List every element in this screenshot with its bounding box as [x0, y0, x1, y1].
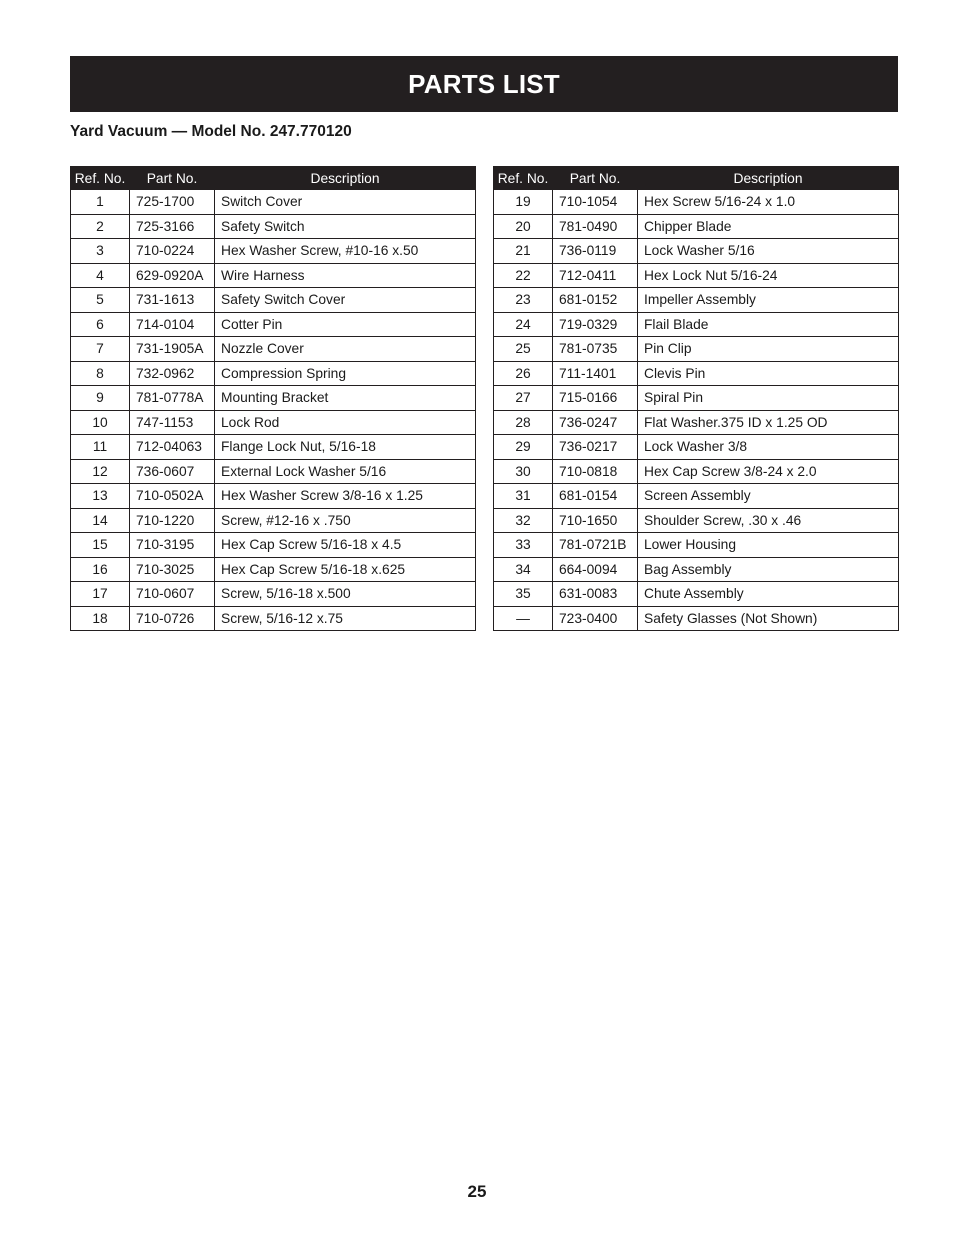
- part-no-cell: 736-0247: [553, 410, 638, 435]
- description-cell: Hex Cap Screw 5/16-18 x 4.5: [215, 533, 476, 558]
- ref-no-cell: 7: [71, 337, 130, 362]
- ref-no-cell: 23: [494, 288, 553, 313]
- table-row: [71, 214, 476, 239]
- table-row: [71, 239, 476, 264]
- ref-no-cell: 19: [494, 190, 553, 215]
- description-cell: Hex Washer Screw, #10-16 x.50: [215, 239, 476, 264]
- table-row: [71, 557, 476, 582]
- description-cell: Chipper Blade: [638, 214, 899, 239]
- part-no-cell: 710-1650: [553, 508, 638, 533]
- description-cell: Flat Washer.375 ID x 1.25 OD: [638, 410, 899, 435]
- ref-no-cell: 33: [494, 533, 553, 558]
- table-row: [494, 214, 899, 239]
- description-cell: Flail Blade: [638, 312, 899, 337]
- part-no-header: Part No.: [553, 167, 638, 190]
- table-row: [494, 508, 899, 533]
- table-row: [494, 410, 899, 435]
- description-cell: Nozzle Cover: [215, 337, 476, 362]
- ref-no-cell: 26: [494, 361, 553, 386]
- description-cell: Clevis Pin: [638, 361, 899, 386]
- table-row: [71, 263, 476, 288]
- page-number: 25: [467, 1182, 487, 1201]
- ref-no-cell: 15: [71, 533, 130, 558]
- part-no-cell: 710-0607: [130, 582, 215, 607]
- part-no-cell: 725-3166: [130, 214, 215, 239]
- ref-no-header: Ref. No.: [494, 167, 553, 190]
- description-cell: Wire Harness: [215, 263, 476, 288]
- description-cell: Safety Switch: [215, 214, 476, 239]
- part-no-cell: 725-1700: [130, 190, 215, 215]
- part-no-cell: 781-0721B: [553, 533, 638, 558]
- ref-no-cell: 20: [494, 214, 553, 239]
- table-row: [71, 410, 476, 435]
- description-cell: Safety Switch Cover: [215, 288, 476, 313]
- part-no-cell: 736-0607: [130, 459, 215, 484]
- part-no-cell: 710-1220: [130, 508, 215, 533]
- table-row: [71, 508, 476, 533]
- part-no-cell: 710-0224: [130, 239, 215, 264]
- ref-no-cell: 9: [71, 386, 130, 411]
- part-no-cell: 710-3025: [130, 557, 215, 582]
- table-row: [494, 361, 899, 386]
- ref-no-cell: 12: [71, 459, 130, 484]
- ref-no-cell: 29: [494, 435, 553, 460]
- part-no-cell: 710-0818: [553, 459, 638, 484]
- part-no-cell: 747-1153: [130, 410, 215, 435]
- description-cell: Lock Rod: [215, 410, 476, 435]
- description-cell: Lock Washer 5/16: [638, 239, 899, 264]
- table-row: [494, 386, 899, 411]
- description-cell: Lower Housing: [638, 533, 899, 558]
- ref-no-cell: 18: [71, 606, 130, 631]
- parts-table-left: [70, 166, 476, 631]
- description-cell: Pin Clip: [638, 337, 899, 362]
- table-row: [71, 337, 476, 362]
- part-no-cell: 736-0217: [553, 435, 638, 460]
- ref-no-header: Ref. No.: [71, 167, 130, 190]
- parts-table-right: [493, 166, 899, 631]
- part-no-cell: 681-0152: [553, 288, 638, 313]
- part-no-cell: 723-0400: [553, 606, 638, 631]
- ref-no-cell: 3: [71, 239, 130, 264]
- part-no-cell: 714-0104: [130, 312, 215, 337]
- part-no-cell: 781-0778A: [130, 386, 215, 411]
- table-row: [494, 582, 899, 607]
- part-no-cell: 712-04063: [130, 435, 215, 460]
- table-row: [71, 288, 476, 313]
- part-no-cell: 710-1054: [553, 190, 638, 215]
- table-row: [71, 582, 476, 607]
- ref-no-cell: 28: [494, 410, 553, 435]
- ref-no-cell: 1: [71, 190, 130, 215]
- ref-no-cell: 22: [494, 263, 553, 288]
- table-header-row: [494, 167, 899, 190]
- ref-no-cell: 5: [71, 288, 130, 313]
- ref-no-cell: 27: [494, 386, 553, 411]
- description-cell: Flange Lock Nut, 5/16-18: [215, 435, 476, 460]
- ref-no-cell: 6: [71, 312, 130, 337]
- part-no-cell: 736-0119: [553, 239, 638, 264]
- table-row: [494, 435, 899, 460]
- table-row: [494, 337, 899, 362]
- title-banner: [70, 56, 898, 112]
- description-cell: Cotter Pin: [215, 312, 476, 337]
- description-header: Description: [638, 167, 899, 190]
- ref-no-cell: 2: [71, 214, 130, 239]
- part-no-cell: 712-0411: [553, 263, 638, 288]
- description-cell: Screen Assembly: [638, 484, 899, 509]
- part-no-cell: 664-0094: [553, 557, 638, 582]
- ref-no-cell: 21: [494, 239, 553, 264]
- description-cell: Screw, #12-16 x .750: [215, 508, 476, 533]
- table-row: [494, 263, 899, 288]
- description-cell: Mounting Bracket: [215, 386, 476, 411]
- part-no-cell: 710-3195: [130, 533, 215, 558]
- table-row: [71, 459, 476, 484]
- description-cell: Impeller Assembly: [638, 288, 899, 313]
- description-header: Description: [215, 167, 476, 190]
- ref-no-cell: 13: [71, 484, 130, 509]
- part-no-cell: 629-0920A: [130, 263, 215, 288]
- description-cell: Switch Cover: [215, 190, 476, 215]
- ref-no-cell: —: [494, 606, 553, 631]
- description-cell: Bag Assembly: [638, 557, 899, 582]
- part-no-cell: 781-0735: [553, 337, 638, 362]
- part-no-header: Part No.: [130, 167, 215, 190]
- table-row: [71, 386, 476, 411]
- table-row: [494, 606, 899, 631]
- table-row: [71, 190, 476, 215]
- ref-no-cell: 34: [494, 557, 553, 582]
- table-row: [71, 606, 476, 631]
- description-cell: External Lock Washer 5/16: [215, 459, 476, 484]
- table-row: [494, 533, 899, 558]
- description-cell: Hex Screw 5/16-24 x 1.0: [638, 190, 899, 215]
- ref-no-cell: 16: [71, 557, 130, 582]
- model-subtitle: Yard Vacuum — Model No. 247.770120: [70, 123, 352, 140]
- table-row: [494, 312, 899, 337]
- part-no-cell: 681-0154: [553, 484, 638, 509]
- description-cell: Shoulder Screw, .30 x .46: [638, 508, 899, 533]
- description-cell: Spiral Pin: [638, 386, 899, 411]
- description-cell: Screw, 5/16-18 x.500: [215, 582, 476, 607]
- part-no-cell: 631-0083: [553, 582, 638, 607]
- table-row: [494, 239, 899, 264]
- ref-no-cell: 24: [494, 312, 553, 337]
- table-row: [71, 361, 476, 386]
- ref-no-cell: 11: [71, 435, 130, 460]
- table-row: [71, 435, 476, 460]
- ref-no-cell: 8: [71, 361, 130, 386]
- table-row: [494, 557, 899, 582]
- part-no-cell: 715-0166: [553, 386, 638, 411]
- description-cell: Compression Spring: [215, 361, 476, 386]
- ref-no-cell: 10: [71, 410, 130, 435]
- ref-no-cell: 30: [494, 459, 553, 484]
- ref-no-cell: 35: [494, 582, 553, 607]
- part-no-cell: 710-0502A: [130, 484, 215, 509]
- ref-no-cell: 14: [71, 508, 130, 533]
- part-no-cell: 781-0490: [553, 214, 638, 239]
- description-cell: Lock Washer 3/8: [638, 435, 899, 460]
- ref-no-cell: 17: [71, 582, 130, 607]
- part-no-cell: 719-0329: [553, 312, 638, 337]
- part-no-cell: 731-1905A: [130, 337, 215, 362]
- part-no-cell: 731-1613: [130, 288, 215, 313]
- description-cell: Hex Lock Nut 5/16-24: [638, 263, 899, 288]
- part-no-cell: 732-0962: [130, 361, 215, 386]
- table-row: [494, 459, 899, 484]
- description-cell: Safety Glasses (Not Shown): [638, 606, 899, 631]
- ref-no-cell: 31: [494, 484, 553, 509]
- table-row: [71, 533, 476, 558]
- ref-no-cell: 4: [71, 263, 130, 288]
- parts-table-left-body: [71, 190, 476, 631]
- description-cell: Hex Cap Screw 3/8-24 x 2.0: [638, 459, 899, 484]
- table-row: [71, 484, 476, 509]
- table-row: [494, 288, 899, 313]
- description-cell: Hex Cap Screw 5/16-18 x.625: [215, 557, 476, 582]
- description-cell: Screw, 5/16-12 x.75: [215, 606, 476, 631]
- table-row: [494, 484, 899, 509]
- ref-no-cell: 32: [494, 508, 553, 533]
- ref-no-cell: 25: [494, 337, 553, 362]
- description-cell: Hex Washer Screw 3/8-16 x 1.25: [215, 484, 476, 509]
- part-no-cell: 710-0726: [130, 606, 215, 631]
- parts-table-right-body: [494, 190, 899, 631]
- table-row: [494, 190, 899, 215]
- part-no-cell: 711-1401: [553, 361, 638, 386]
- table-row: [71, 312, 476, 337]
- page-title: PARTS LIST: [408, 68, 560, 99]
- table-header-row: [71, 167, 476, 190]
- description-cell: Chute Assembly: [638, 582, 899, 607]
